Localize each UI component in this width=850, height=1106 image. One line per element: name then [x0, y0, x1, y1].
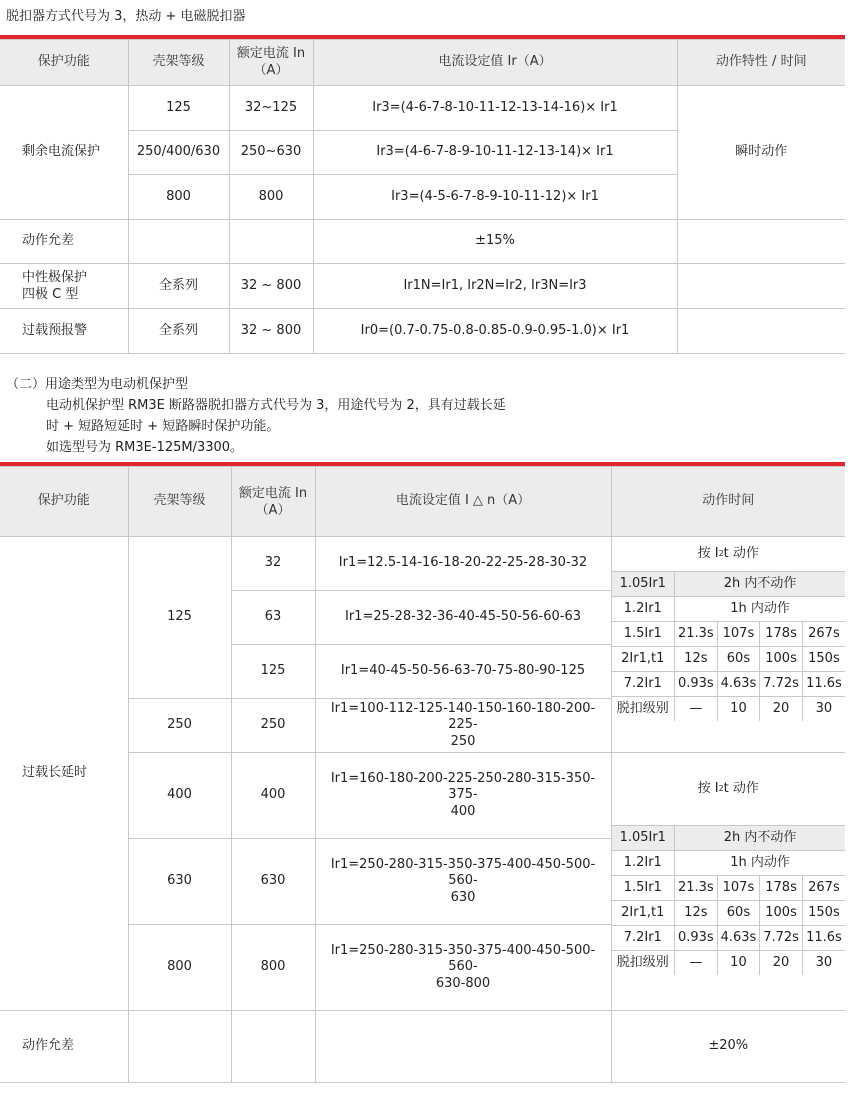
table1-header-row [0, 40, 845, 86]
header-characteristic: 动作特性 / 时间 [677, 40, 845, 86]
overload-long-delay-label: 过载长延时 [0, 537, 128, 1011]
table-row [0, 264, 845, 309]
empty-cell [677, 264, 845, 309]
rated-cell: 800 [231, 925, 315, 1011]
header-rated: 额定电流 In（A） [229, 40, 313, 86]
table-row: 7.2Ir1 0.93s 4.63s 7.72s 11.6s [612, 672, 846, 697]
section-title: （二）用途类型为电动机保护型 [6, 377, 189, 392]
empty-cell [677, 220, 845, 264]
setting-cell: Ir1=12.5-14-16-18-20-22-25-28-30-32 [315, 537, 611, 591]
frame-cell: 125 [128, 86, 229, 131]
setting-cell: Ir1=250-280-315-350-375-400-450-500-560- 630-800 [315, 925, 611, 1011]
frame-cell: 全系列 [128, 309, 229, 354]
table2-header-row [0, 467, 845, 537]
intro-text: 脱扣器方式代号为 3，热动 + 电磁脱扣器 [6, 9, 246, 24]
empty-cell [231, 1011, 315, 1083]
neutral-label-line1: 中性极保护 [22, 270, 88, 285]
header-frame: 壳架等级 [128, 467, 231, 537]
header-rated [231, 467, 315, 537]
frame-cell: 125 [128, 537, 231, 699]
empty-cell [315, 1011, 611, 1083]
motor-protection-table [0, 466, 845, 1083]
setting-cell: Ir1=25-28-32-36-40-45-50-56-60-63 [315, 591, 611, 645]
rated-cell: 32~125 [229, 86, 313, 131]
table-row: 脱扣级别 — 10 20 30 [612, 697, 846, 722]
trip-header: 按 I 2 t 动作 [697, 545, 759, 561]
table-row [0, 309, 845, 354]
header-rated-line1: 额定电流 In [238, 485, 308, 501]
setting-cell: Ir1=160-180-200-225-250-280-315-350-375- 400 [315, 753, 611, 839]
table-row: 2Ir1,t1 12s 60s 100s 150s [612, 901, 846, 926]
header-rated-line2: （A） [255, 502, 291, 518]
header-frame: 壳架等级 [128, 40, 229, 86]
table-row [0, 220, 845, 264]
neutral-label-line2: 四极 C 型 [22, 287, 79, 302]
section-line-3: 如选型号为 RM3E-125M/3300。 [46, 440, 244, 455]
tolerance-label: 动作允差 [0, 1011, 128, 1083]
motor-protection-section [6, 374, 506, 458]
table-row: 1.5Ir1 21.3s 107s 178s 267s [612, 876, 846, 901]
setting-cell: Ir3=(4-6-7-8-9-10-11-12-13-14)× Ir1 [313, 131, 677, 175]
trip-time-cell-2 [611, 753, 845, 1011]
setting-cell: Ir1=250-280-315-350-375-400-450-500-560- 630 [315, 839, 611, 925]
neutral-label [0, 264, 128, 309]
tolerance-label: 动作允差 [0, 220, 128, 264]
header-setting: 电流设定值 Ir（A） [313, 40, 677, 86]
trip-time-cell-1 [611, 537, 845, 753]
tolerance-value: ±20% [611, 1011, 845, 1083]
table-row: 7.2Ir1 0.93s 4.63s 7.72s 11.6s [612, 926, 846, 951]
rated-cell: 32 ~ 800 [229, 264, 313, 309]
rated-cell: 125 [231, 645, 315, 699]
empty-cell [229, 220, 313, 264]
header-function: 保护功能 [0, 467, 128, 537]
section-line-2: 时 + 短路短延时 + 短路瞬时保护功能。 [46, 419, 280, 434]
frame-cell: 400 [128, 753, 231, 839]
frame-cell: 全系列 [128, 264, 229, 309]
trip-header: 按 I 2 t 动作 [697, 780, 759, 796]
table-row [0, 537, 845, 591]
table-row [0, 86, 845, 131]
tolerance-value: ±15% [313, 220, 677, 264]
frame-cell: 250 [128, 699, 231, 753]
empty-cell [128, 1011, 231, 1083]
table-row: 1.5Ir1 21.3s 107s 178s 267s [612, 622, 846, 647]
trip-time-table [612, 571, 846, 721]
rated-cell: 250~630 [229, 131, 313, 175]
table-row: 1.05Ir1 2h 内不动作 [612, 572, 846, 597]
frame-cell: 630 [128, 839, 231, 925]
header-setting: 电流设定值 I △ n（A） [315, 467, 611, 537]
rated-cell: 400 [231, 753, 315, 839]
setting-cell: Ir1N=Ir1, Ir2N=Ir2, Ir3N=Ir3 [313, 264, 677, 309]
rated-cell: 630 [231, 839, 315, 925]
setting-cell: Ir1=40-45-50-56-63-70-75-80-90-125 [315, 645, 611, 699]
section-line-1: 电动机保护型 RM3E 断路器脱扣器方式代号为 3，用途代号为 2，具有过载长延 [46, 398, 506, 413]
rated-cell: 800 [229, 175, 313, 220]
table-row [0, 1011, 845, 1083]
frame-cell: 800 [128, 925, 231, 1011]
setting-cell: Ir0=(0.7-0.75-0.8-0.85-0.9-0.95-1.0)× Ir1 [313, 309, 677, 354]
rated-cell: 32 [231, 537, 315, 591]
trip-time-table [612, 825, 846, 975]
table-row: 脱扣级别 — 10 20 30 [612, 951, 846, 976]
header-function: 保护功能 [0, 40, 128, 86]
residual-label: 剩余电流保护 [0, 86, 128, 220]
header-time: 动作时间 [611, 467, 845, 537]
frame-cell: 800 [128, 175, 229, 220]
empty-cell [128, 220, 229, 264]
frame-cell: 250/400/630 [128, 131, 229, 175]
table-row: 2Ir1,t1 12s 60s 100s 150s [612, 647, 846, 672]
setting-cell: Ir3=(4-5-6-7-8-9-10-11-12)× Ir1 [313, 175, 677, 220]
setting-cell: Ir3=(4-6-7-8-10-11-12-13-14-16)× Ir1 [313, 86, 677, 131]
rated-cell: 250 [231, 699, 315, 753]
setting-cell: Ir1=100-112-125-140-150-160-180-200-225- 250 [315, 699, 611, 753]
table-row: 1.05Ir1 2h 内不动作 [612, 826, 846, 851]
characteristic-cell: 瞬时动作 [677, 86, 845, 220]
residual-protection-table [0, 39, 845, 354]
rated-cell: 32 ~ 800 [229, 309, 313, 354]
rated-cell: 63 [231, 591, 315, 645]
empty-cell [677, 309, 845, 354]
overload-alarm-label: 过载预报警 [0, 309, 128, 354]
table-row: 1.2Ir1 1h 内动作 [612, 597, 846, 622]
table-row: 1.2Ir1 1h 内动作 [612, 851, 846, 876]
